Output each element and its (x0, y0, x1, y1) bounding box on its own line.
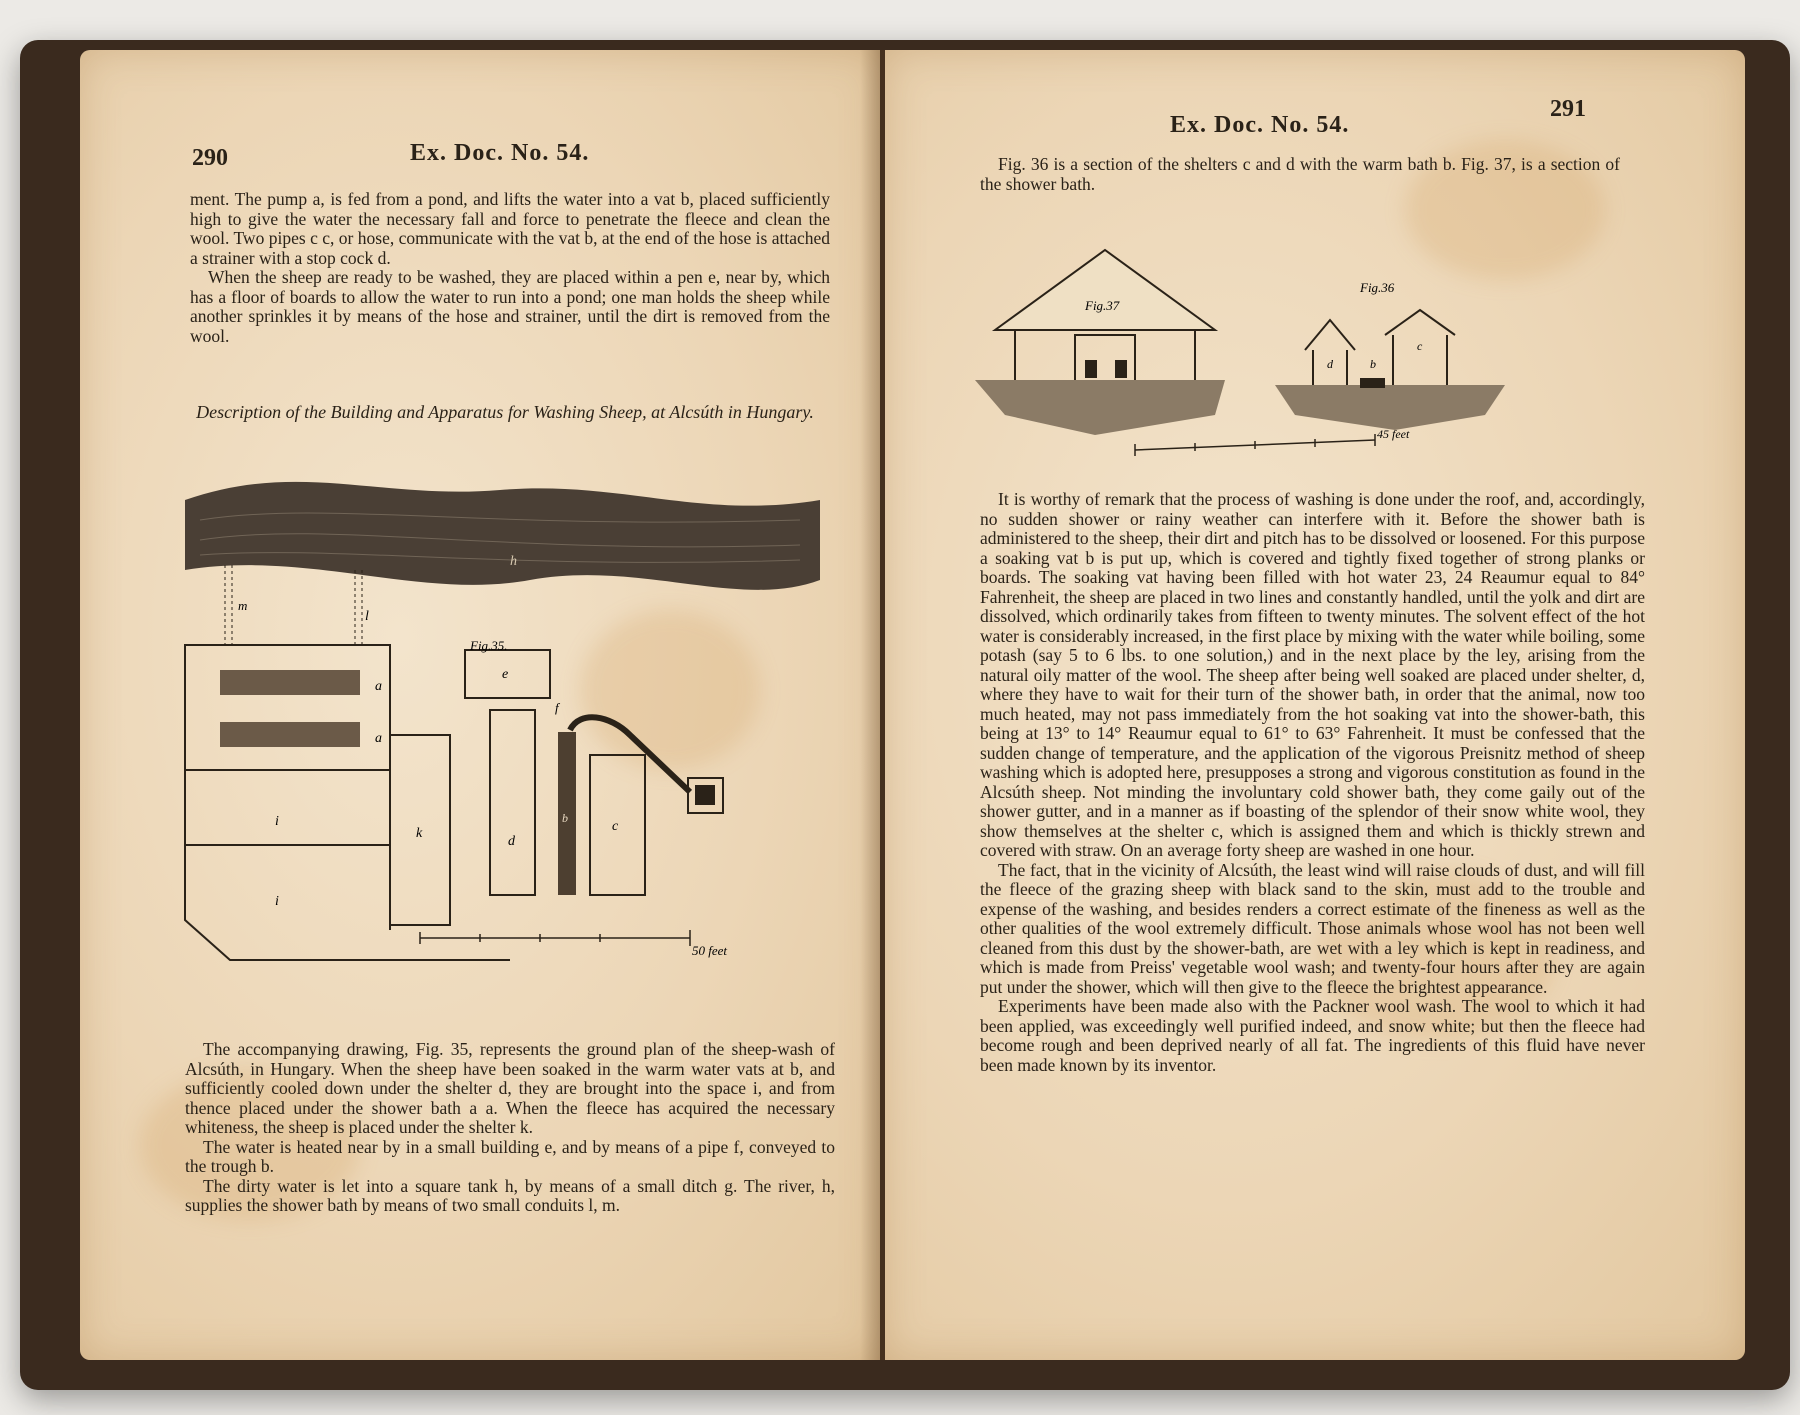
label-f: f (555, 700, 559, 715)
paragraph: ment. The pump a, is fed from a pond, and lifts the water into a vat b, placed sufficiently high to give the water the necessary fall and force to penetrate the fleece and clean the wool. Two pipes c c, or hose, communicate with the vat b, at the end of the hose is attached a strainer with a stop cock d. (190, 189, 830, 268)
fig36-label-b: b (1370, 357, 1376, 371)
header-title: Ex. Doc. No. 54. (1170, 112, 1350, 138)
fig36-37-sections (975, 240, 1535, 470)
paragraph: Experiments have been made also with the Packner wool wash. The wool to which it had been applied, was exceedingly well purified indeed, and snow white; but then the fleece had become rough and been deprived nearly of all fat. The ingredients of this fluid have never been made known by its inventor. (980, 996, 1645, 1075)
label-k: k (416, 826, 423, 841)
label-i2: i (275, 894, 279, 909)
page-number: 291 (1550, 96, 1586, 122)
fig37-house (995, 250, 1215, 400)
paragraph: The water is heated near by in a small building e, and by means of a pipe f, conveyed to the trough b. (185, 1136, 835, 1176)
fig35-ground-plan (180, 460, 820, 1005)
fig36-scale-bar (1135, 434, 1375, 456)
header-title: Ex. Doc. No. 54. (410, 140, 590, 166)
right-body-text (980, 490, 1645, 1075)
paragraph: The accompanying drawing, Fig. 35, represents the ground plan of the sheep-wash of Alcsúth, in Hungary. When the sheep have been soaked in the warm water vats at b, and sufficiently cooled down under the shelter d, they are brought into the space i, and from thence placed under the shower bath a a. When the fleece has acquired the necessary whiteness, the sheep is placed under the shelter k. (185, 1039, 835, 1137)
paragraph: It is worthy of remark that the process of washing is done under the roof, and, accordingly, no sudden shower or rainy weather can interfere with it. Before the shower bath is administered to the sheep, their dirt and pitch has to be dissolved or loosened. For this purpose a soaking vat b is put up, which is covered and tightly fixed together of strong planks or boards. The soaking vat having been filled with hot water 23, 24 Reaumur equal to 84° Fahrenheit, the sheep are placed in two lines and constantly handled, until the yolk and dirt are dissolved, which ordinarily takes from fifteen to twenty minutes. The solvent effect of the hot water is considerably increased, in the first place by mixing with the water while boiling, some potash (say 5 to 6 lbs. to one solution,) and in the next place by the ley, arising from the natural oily matter of the wool. The sheep after being well soaked are placed under shelter, d, where they have to wait for their turn of the shower bath, in order that the animal, now too much heated, may not pass immediately from the hot soaking vat into the shower-bath, this being at 13° to 14° Reaumur equal to 61° to 63° Fahrenheit. It must be confessed that the sudden change of temperature, and the application of the vigorous Preisnitz method of sheep washing which is adopted here, presupposes a strong and vigorous constitution as found in the Alcsúth sheep. Not minding the involuntary cold shower bath, they come gaily out of the shower gutter, and in a manner as if boasting of the splendor of their snow white wool, they show themselves at the shelter c, which is assigned them and which is thickly strewn and covered with straw. On an average forty sheep are washed in one hour. (980, 489, 1645, 860)
label-a2: a (375, 731, 382, 746)
fig36-label-d: d (1327, 357, 1333, 371)
fig37-label: Fig.37 (1085, 298, 1120, 313)
label-c: c (612, 819, 619, 834)
left-page (80, 50, 880, 1360)
paragraph: When the sheep are ready to be washed, they are placed within a pen e, near by, which has a floor of boards to allow the water to run into a pond; one man holds the sheep while another sprinkles it by means of the hose and strainer, until the dirt is removed from the wool. (190, 267, 830, 346)
label-b: b (562, 811, 568, 825)
right-intro-text (980, 155, 1620, 194)
river (185, 482, 820, 590)
paragraph: The fact, that in the vicinity of Alcsúth, the least wind will raise clouds of dust, and will fill the fleece of the grazing sheep with black sand to the skin, must add to the trouble and expense of the washing, and besides renders a correct estimate of the fineness as well as the other qualities of the wool extremely difficult. Those animals whose wool has not been well cleaned from this dust by the shower-bath, are wet with a ley which is kept in readiness, and which is made from Preiss' vegetable wool wash; and twenty-four hours after they are again put under the shower, which will then give to the fleece the brightest appearance. (980, 859, 1645, 997)
fig36-label: Fig.36 (1360, 280, 1395, 295)
fig35-scale-bar (420, 930, 690, 946)
figure-caption: Description of the Building and Apparatus for Washing Sheep, at Alcsúth in Hungary. (196, 402, 814, 422)
label-d: d (508, 834, 515, 849)
label-e: e (502, 667, 509, 682)
label-h-river: h (510, 554, 517, 569)
page-number: 290 (192, 145, 228, 171)
fig35-label: Fig.35. (470, 638, 508, 653)
fig36-label-c: c (1417, 339, 1423, 353)
left-running-head (80, 90, 880, 171)
left-bottom-text (185, 1040, 835, 1216)
label-i1: i (275, 814, 279, 829)
right-running-head (885, 90, 1745, 138)
label-l: l (365, 609, 369, 624)
label-m: m (238, 598, 248, 613)
right-page (885, 50, 1745, 1360)
fig35-scale-label: 50 feet (692, 943, 728, 958)
label-a1: a (375, 679, 382, 694)
paragraph: Fig. 36 is a section of the shelters c and d with the warm bath b. Fig. 37, is a section of the shower bath. (980, 154, 1620, 194)
fig36-scale-label: 45 feet (1377, 427, 1410, 441)
left-top-text (190, 190, 830, 346)
paragraph: The dirty water is let into a square tank h, by means of a small ditch g. The river, h, supplies the shower bath by means of two small conduits l, m. (185, 1175, 835, 1215)
